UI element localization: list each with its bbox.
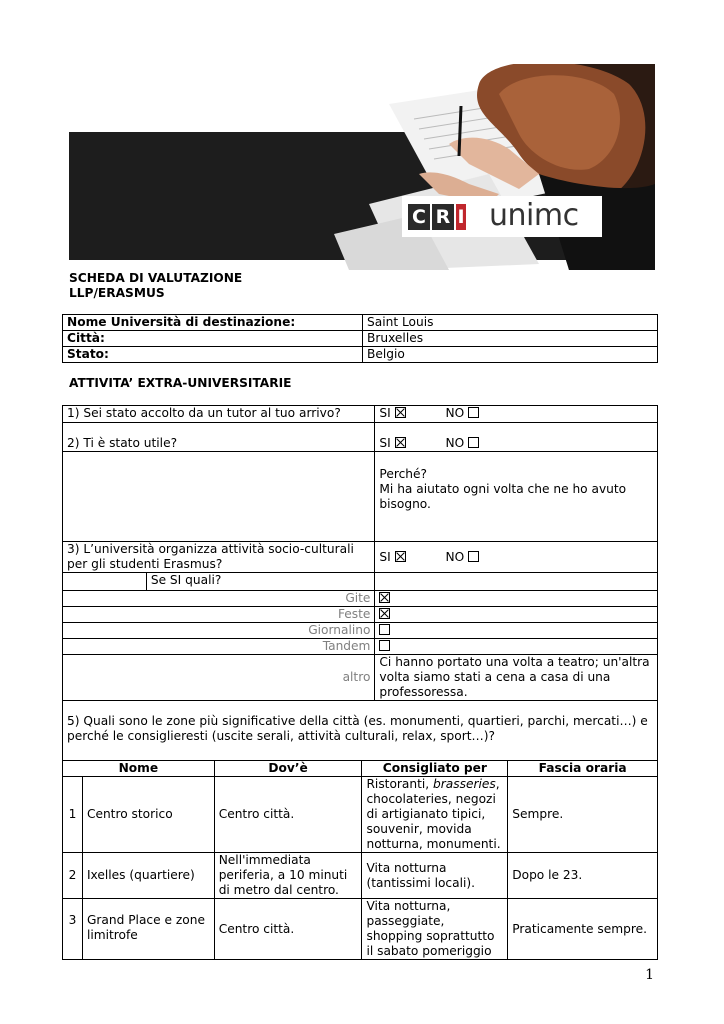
si-checkbox-checked[interactable] xyxy=(395,551,406,562)
zone-recommended: Vita notturna, passeggiate, shopping soprattutto il sabato pomeriggio xyxy=(362,899,508,960)
header-fascia: Fascia oraria xyxy=(508,761,658,777)
row-number: 3 xyxy=(63,899,83,960)
no-checkbox[interactable] xyxy=(468,437,479,448)
question-1: 1) Sei stato accolto da un tutor al tuo arrivo? xyxy=(63,406,375,423)
empty-cell xyxy=(375,573,658,591)
city-label: Città: xyxy=(63,331,363,347)
logo-cri xyxy=(408,204,466,230)
zone-location: Centro città. xyxy=(214,899,362,960)
header-dove: Dov’è xyxy=(214,761,362,777)
activity-label-tandem: Tandem xyxy=(63,639,375,655)
zone-recommended-em: brasseries xyxy=(433,777,496,791)
zone-name: Ixelles (quartiere) xyxy=(82,853,214,899)
question-3-answer xyxy=(375,542,658,573)
table-row xyxy=(63,573,658,591)
giornalino-checkbox[interactable] xyxy=(379,624,390,635)
table-row xyxy=(63,899,658,960)
table-row xyxy=(63,542,658,573)
no-label: NO xyxy=(445,406,465,420)
zone-time: Dopo le 23. xyxy=(508,853,658,899)
activity-label-giornalino: Giornalino xyxy=(63,623,375,639)
logo xyxy=(402,196,602,237)
zone-time: Sempre. xyxy=(508,777,658,853)
activity-cell xyxy=(375,591,658,607)
no-checkbox[interactable] xyxy=(468,407,479,418)
banner-photo xyxy=(69,64,655,270)
no-label: NO xyxy=(445,436,465,450)
si-label: SI xyxy=(379,549,391,564)
questions-table xyxy=(62,405,658,701)
tandem-checkbox[interactable] xyxy=(379,640,390,651)
table-row xyxy=(63,853,658,899)
perche-cell xyxy=(375,452,658,542)
document-title-line-1: SCHEDA DI VALUTAZIONE xyxy=(69,271,243,285)
si-checkbox-checked[interactable] xyxy=(395,437,406,448)
gite-checkbox-checked[interactable] xyxy=(379,592,390,603)
zone-recommended: Vita notturna (tantissimi locali). xyxy=(362,853,508,899)
table-row xyxy=(63,423,658,452)
question-3: 3) L’università organizza attività socio-culturali per gli studenti Erasmus? xyxy=(63,542,375,573)
table-row xyxy=(63,591,658,607)
question-2: 2) Ti è stato utile? xyxy=(63,423,375,452)
table-row xyxy=(63,623,658,639)
zone-location: Nell'immediata periferia, a 10 minuti di metro dal centro. xyxy=(214,853,362,899)
no-label: NO xyxy=(445,549,465,564)
table-row xyxy=(63,347,658,363)
logo-letter-i: I xyxy=(457,206,465,228)
activity-cell xyxy=(375,639,658,655)
si-label: SI xyxy=(379,406,391,420)
activity-label-feste: Feste xyxy=(63,607,375,623)
header-nome: Nome xyxy=(63,761,215,777)
section-title: ATTIVITA’ EXTRA-UNIVERSITARIE xyxy=(69,376,292,390)
logo-letter-r: R xyxy=(432,204,454,230)
table-header-row xyxy=(63,761,658,777)
zone-recommended xyxy=(362,777,508,853)
header-consigliato: Consigliato per xyxy=(362,761,508,777)
activity-label-gite: Gite xyxy=(63,591,375,607)
zone-name: Grand Place e zone limitrofe xyxy=(82,899,214,960)
si-checkbox-checked[interactable] xyxy=(395,407,406,418)
zone-recommended-pre: Ristoranti, xyxy=(366,777,434,791)
university-value: Saint Louis xyxy=(363,315,658,331)
question-2-answer xyxy=(375,423,658,452)
zone-name: Centro storico xyxy=(82,777,214,853)
no-checkbox[interactable] xyxy=(468,551,479,562)
zones-question: 5) Quali sono le zone più significative della città (es. monumenti, quartieri, parchi, mercati…) e perché le consiglieresti (uscite serali, attività culturali, relax, sport…)? xyxy=(63,701,658,761)
si-label: SI xyxy=(379,436,391,450)
table-row xyxy=(63,406,658,423)
table-row xyxy=(63,777,658,853)
university-label: Nome Università di destinazione: xyxy=(63,315,363,331)
document-title xyxy=(69,271,242,301)
table-row xyxy=(63,655,658,701)
country-value: Belgio xyxy=(363,347,658,363)
country-label: Stato: xyxy=(63,347,363,363)
zones-table xyxy=(62,700,658,960)
table-row xyxy=(63,331,658,347)
table-row xyxy=(63,639,658,655)
row-number: 1 xyxy=(63,777,83,853)
altro-label: altro xyxy=(63,655,375,701)
perche-answer: Mi ha aiutato ogni volta che ne ho avuto bisogno. xyxy=(379,482,627,511)
logo-unimc: unimc xyxy=(489,198,579,233)
zone-location: Centro città. xyxy=(214,777,362,853)
document-title-line-2: LLP/ERASMUS xyxy=(69,286,165,300)
row-number: 2 xyxy=(63,853,83,899)
question-1-answer xyxy=(375,406,658,423)
altro-answer: Ci hanno portato una volta a teatro; un'altra volta siamo stati a cena a casa di una professoressa. xyxy=(375,655,658,701)
city-value: Bruxelles xyxy=(363,331,658,347)
page-number: 1 xyxy=(645,967,654,983)
zone-time: Praticamente sempre. xyxy=(508,899,658,960)
perche-label: Perché? xyxy=(379,467,427,481)
table-row xyxy=(63,315,658,331)
activity-cell xyxy=(375,607,658,623)
header-banner xyxy=(69,64,655,270)
empty-cell xyxy=(63,573,147,591)
feste-checkbox-checked[interactable] xyxy=(379,608,390,619)
university-info-table xyxy=(62,314,658,363)
zone-recommended-post: , chocolateries, negozi di artigianato tipici, souvenir, movida notturna, monumenti. xyxy=(366,777,501,851)
table-row xyxy=(63,452,658,542)
table-row xyxy=(63,701,658,761)
table-row xyxy=(63,607,658,623)
empty-cell xyxy=(63,452,375,542)
se-si-label: Se SI quali? xyxy=(146,573,375,591)
activity-cell xyxy=(375,623,658,639)
logo-letter-c: C xyxy=(408,204,430,230)
